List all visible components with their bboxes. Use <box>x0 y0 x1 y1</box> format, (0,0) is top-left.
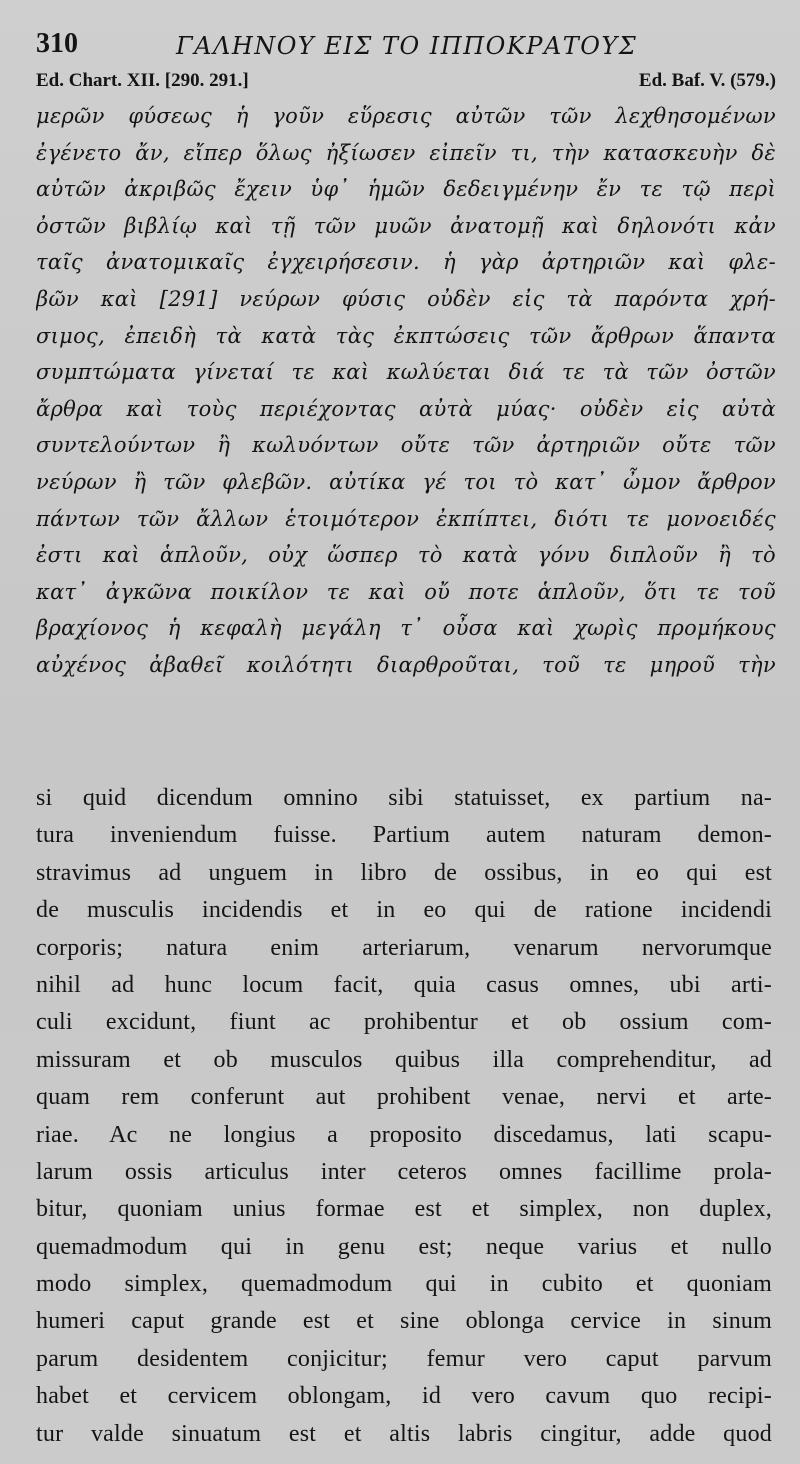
latin-text-line: missuram et ob musculos quibus illa comprehenditur, ad <box>36 1046 772 1073</box>
greek-text-line: συμπτώματα γίνεταί τε καὶ κωλύεται διά τε τὰ τῶν ὀστῶν <box>36 360 776 385</box>
latin-text-line: culi excidunt, fiunt ac prohibentur et ob ossium com- <box>36 1009 772 1036</box>
latin-text-block <box>36 780 772 1453</box>
latin-text-line: modo simplex, quemadmodum qui in cubito et quoniam <box>36 1271 772 1298</box>
latin-text-line: humeri caput grande est et sine oblonga cervice in sinum <box>36 1308 772 1335</box>
latin-text-line: riae. Ac ne longius a proposito discedamus, lati scapu- <box>36 1121 772 1148</box>
latin-text-line: tur valde sinuatum est et altis labris cingitur, adde quod <box>36 1420 772 1447</box>
latin-text-line: tura inveniendum fuisse. Partium autem naturam demon- <box>36 822 772 849</box>
running-title: ΓΑΛΗΝΟΥ ΕΙΣ ΤΟ ΙΠΠΟΚΡΑΤΟΥΣ <box>176 32 638 60</box>
greek-text-line: αὐχένος ἀβαθεῖ κοιλότητι διαρθροῦται, τοῦ τε μηροῦ τὴν <box>36 652 776 677</box>
edition-basel-ref: Ed. Baf. V. (579.) <box>638 70 776 91</box>
edition-references <box>36 70 776 98</box>
greek-text-line: βραχίονος ἡ κεφαλὴ μεγάλη τ᾿ οὖσα καὶ χωρὶς προμήκους <box>36 616 776 641</box>
greek-text-line: αὐτῶν ἀκριβῶς ἔχειν ὑφ᾿ ἡμῶν δεδειγμένην ἔν τε τῷ περὶ <box>36 177 776 202</box>
greek-text-line: ὀστῶν βιβλίῳ καὶ τῇ τῶν μυῶν ἀνατομῇ καὶ δηλονότι κἀν <box>36 213 776 238</box>
greek-text-line: μερῶν φύσεως ἡ γοῦν εὕρεσις αὐτῶν τῶν λεχθησομένων <box>36 104 776 128</box>
edition-chart-ref: Ed. Chart. XII. [290. 291.] <box>36 70 249 91</box>
latin-text-line: nihil ad hunc locum facit, quia casus omnes, ubi arti- <box>36 971 772 998</box>
page-header <box>36 28 776 68</box>
latin-text-line: quemadmodum qui in genu est; neque varius et nullo <box>36 1233 772 1260</box>
page-number: 310 <box>36 28 78 59</box>
latin-text-line: parum desidentem conjicitur; femur vero caput parvum <box>36 1345 772 1372</box>
greek-text-line: ταῖς ἀνατομικαῖς ἐγχειρήσεσιν. ἡ γὰρ ἀρτηριῶν καὶ φλε- <box>36 250 776 275</box>
greek-text-line: σιμος, ἐπειδὴ τὰ κατὰ τὰς ἐκπτώσεις τῶν ἄρθρων ἅπαντα <box>36 323 776 348</box>
greek-text-block <box>36 98 776 684</box>
greek-text-line: ἐγένετο ἄν, εἴπερ ὅλως ἠξίωσεν εἰπεῖν τι, τὴν κατασκευὴν δὲ <box>36 140 776 165</box>
greek-text-line: ἄρθρα καὶ τοὺς περιέχοντας αὐτὰ μύας· οὐδὲν εἰς αὐτὰ <box>36 396 776 421</box>
greek-text-line: νεύρων ἢ τῶν φλεβῶν. αὐτίκα γέ τοι τὸ κατ᾿ ὦμον ἄρθρον <box>36 469 776 494</box>
latin-text-line: bitur, quoniam unius formae est et simplex, non duplex, <box>36 1196 772 1223</box>
greek-text-line: κατ᾿ ἀγκῶνα ποικίλον τε καὶ οὔ ποτε ἁπλοῦν, ὅτι τε τοῦ <box>36 579 776 604</box>
latin-text-line: quam rem conferunt aut prohibent venae, nervi et arte- <box>36 1084 772 1111</box>
latin-text-line: habet et cervicem oblongam, id vero cavum quo recipi- <box>36 1383 772 1410</box>
latin-text-line: stravimus ad unguem in libro de ossibus, in eo qui est <box>36 859 772 886</box>
latin-text-line: de musculis incidendis et in eo qui de ratione incidendi <box>36 897 772 924</box>
greek-text-line: ἐστι καὶ ἁπλοῦν, οὐχ ὥσπερ τὸ κατὰ γόνυ διπλοῦν ἢ τὸ <box>36 543 776 568</box>
latin-text-line: larum ossis articulus inter ceteros omnes facillime prola- <box>36 1158 772 1185</box>
latin-text-line: corporis; natura enim arteriarum, venarum nervorumque <box>36 934 772 961</box>
latin-text-line: si quid dicendum omnino sibi statuisset, ex partium na- <box>36 785 772 811</box>
greek-text-line: πάντων τῶν ἄλλων ἑτοιμότερον ἐκπίπτει, διότι τε μονοειδές <box>36 506 776 531</box>
greek-text-line: βῶν καὶ [291] νεύρων φύσις οὐδὲν εἰς τὰ παρόντα χρή- <box>36 286 776 311</box>
greek-text-line: συντελούντων ἢ κωλυόντων οὔτε τῶν ἀρτηριῶν οὔτε τῶν <box>36 433 776 458</box>
